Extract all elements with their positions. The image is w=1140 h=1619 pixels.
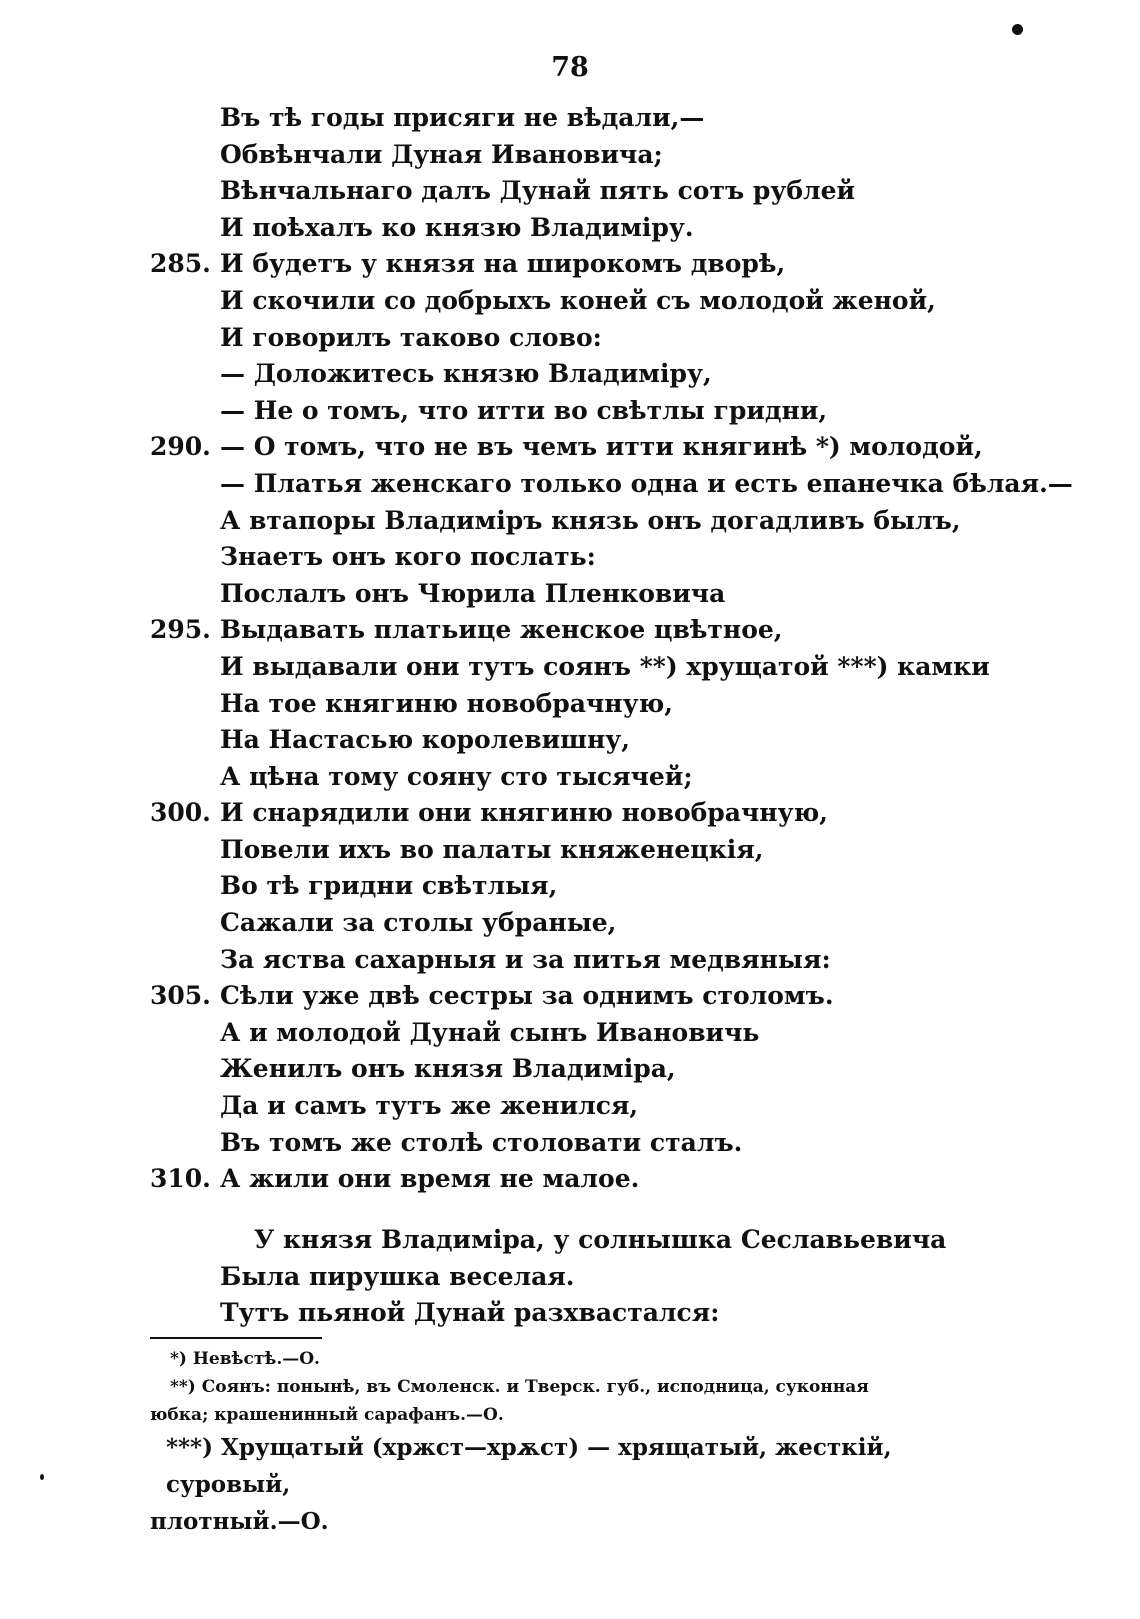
verse-line [150,649,990,686]
verse-text: Да и самъ тутъ же женился, [220,1091,639,1121]
verse-line [150,283,970,320]
verse-line [150,686,970,723]
verse-number: 300. [150,798,211,828]
verse-text: Выдавать платьице женское цвѣтное, [220,615,783,645]
verse-text: И снарядили они княгиню новобрачную, [220,798,828,828]
verse-line [150,942,970,979]
verse-line [150,429,983,466]
verse-text: Тутъ пьяной Дунай разхвастался: [220,1298,720,1328]
verse-number: 305. [150,981,211,1011]
verse-text: И выдавали они тутъ соянъ **) хрущатой ***) камки [220,651,990,681]
verse-text: Была пирушка веселая. [220,1261,575,1291]
verse-line [150,832,970,869]
verse-text: — О томъ, что не въ чемъ итти княгинѣ *) молодой, [220,432,983,462]
ink-speck [1012,24,1023,35]
verse-text: — Не о томъ, что итти во свѣтлы гридни, [220,395,828,425]
verse-number: 310. [150,1164,211,1194]
verse-line [150,1015,970,1052]
verse-text: На тое княгиню новобрачную, [220,688,673,718]
verse-line [150,1051,970,1088]
verse-line [220,1222,980,1259]
verse-text: Въ томъ же столѣ столовати сталъ. [220,1127,743,1157]
verse-number: 295. [150,615,211,645]
ink-speck [40,1474,44,1480]
verse-text: А втапоры Владиміръ князь онъ догадливъ былъ, [220,505,961,535]
verse-text: И поѣхалъ ко князю Владиміру. [220,212,694,242]
verse-text: За яства сахарныя и за питья медвяныя: [220,944,831,974]
verse-line [150,576,970,613]
verse-text: — Платья женскаго только одна и есть епанечка бѣлая.— [220,468,1073,498]
verse-text: Послалъ онъ Чюрила Пленковича [220,578,726,608]
verse-line [150,503,970,540]
verse-line [150,393,970,430]
verse-line [150,100,970,137]
verse-line [150,722,970,759]
verse-line [150,978,970,1015]
verse-line [150,905,970,942]
verse-text: Сажали за столы убраные, [220,908,617,938]
verse-text: Женилъ онъ князя Владиміра, [220,1054,676,1084]
verse-line [150,466,1073,503]
verse-line [150,320,970,357]
verse-text: Въ тѣ годы присяги не вѣдали,— [220,103,705,132]
footnotes [150,1345,960,1540]
verse-text: У князя Владиміра, у солнышка Сеславьевича [254,1225,947,1254]
verse-number: 285. [150,249,211,279]
verse-text: — Доложитесь князю Владиміру, [220,359,712,389]
footnote-separator [150,1337,322,1339]
verse-text: На Настасью королевишну, [220,725,630,755]
verse-text: Вѣнчальнаго далъ Дунай пять сотъ рублей [220,176,856,206]
verse-text: Повели ихъ во палаты княженецкія, [220,834,764,864]
verse-line [150,137,970,174]
poem-verses [150,100,1073,1198]
verse-line [150,759,970,796]
verse-number: 290. [150,432,211,462]
verse-text: А и молодой Дунай сынъ Ивановичь [220,1017,760,1047]
footnote-3-continued: плотный.—О. [150,1508,329,1535]
verse-line [150,795,970,832]
verse-line [150,246,970,283]
verse-line [150,1125,970,1162]
verse-text: А жили они время не малое. [220,1164,640,1194]
verse-line [220,1259,980,1296]
verse-line [150,539,970,576]
verse-line [150,612,970,649]
footnote-2: **) Соянъ: понынѣ, въ Смоленск. и Тверск. губ., исподница, суконная [170,1377,869,1397]
verse-text: Обвѣнчали Дуная Ивановича; [220,139,663,169]
verse-line [220,1295,980,1332]
verse-text: А цѣна тому сояну сто тысячей; [220,761,693,791]
verse-text: И будетъ у князя на широкомъ дворѣ, [220,249,786,279]
verse-line [150,210,970,247]
verse-text: Сѣли уже двѣ сестры за однимъ столомъ. [220,981,834,1011]
footnote-2-continued: юбка; крашенинный сарафанъ.—О. [150,1405,504,1425]
verse-line [150,1088,970,1125]
verse-text: Знаетъ онъ кого послать: [220,542,596,572]
poem-new-stanza [220,1222,980,1332]
footnote-3: ***) Хрущатый (хржст—хрѫст) — хрящатый, жесткій, суровый, [166,1434,892,1498]
verse-text: И говорилъ таково слово: [220,322,602,352]
footnote-1: *) Невѣстѣ.—О. [170,1349,320,1369]
verse-text: Во тѣ гридни свѣтлыя, [220,871,558,901]
verse-line [150,868,970,905]
verse-line [150,173,970,210]
verse-text: И скочили со добрыхъ коней съ молодой женой, [220,285,936,315]
verse-line [150,1161,970,1198]
page-number: 78 [551,52,589,83]
verse-line [150,356,970,393]
